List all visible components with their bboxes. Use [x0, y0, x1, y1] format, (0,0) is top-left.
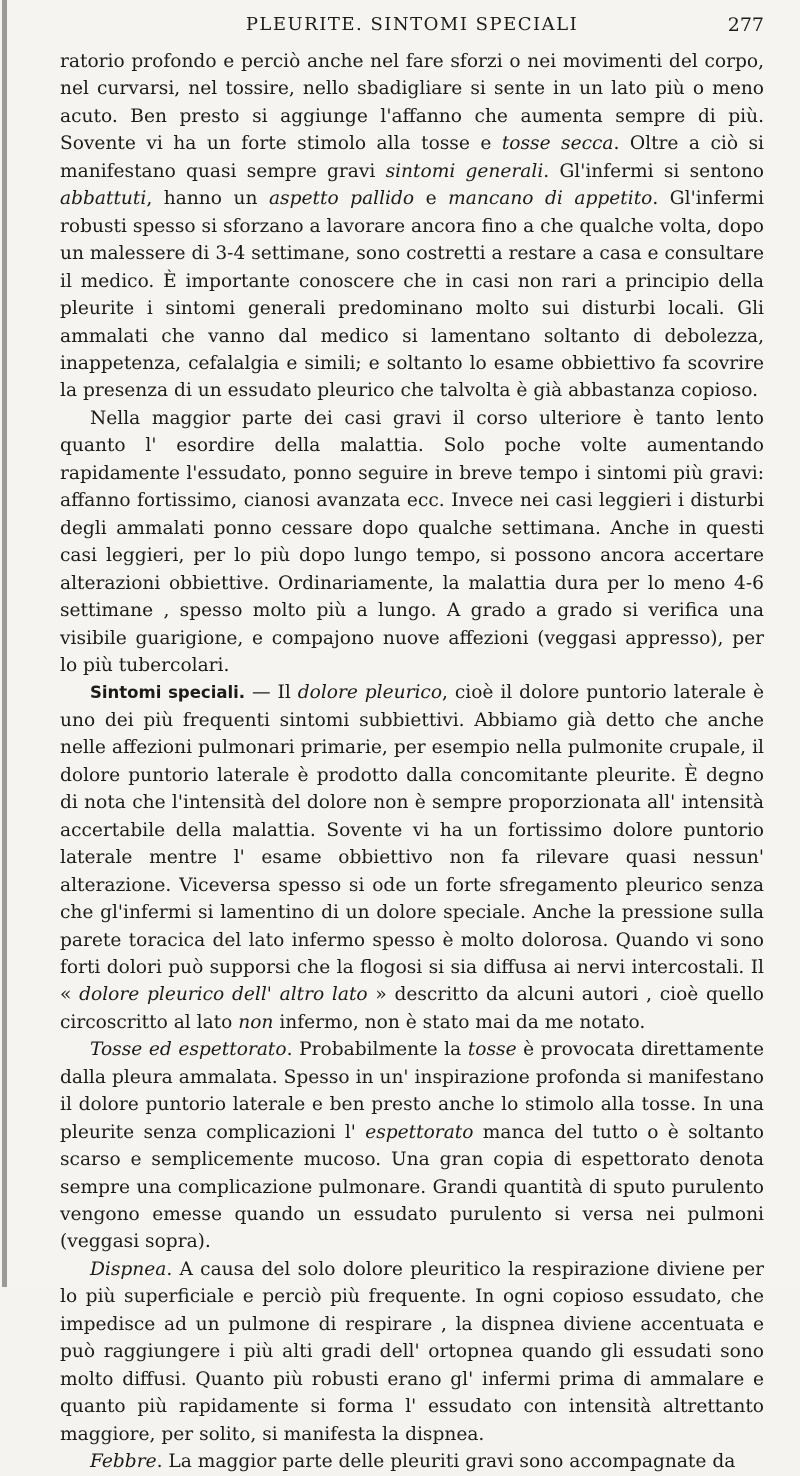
italic-term: abbattuti: [60, 188, 147, 210]
italic-term: sintomi generali: [385, 160, 544, 182]
italic-term: tosse secca: [501, 133, 614, 155]
page-number: 277: [727, 14, 764, 36]
section-heading: Sintomi speciali.: [90, 683, 246, 703]
text-run: ratorio profondo e perciò anche nel fare sforzi o nei movimenti del corpo, nel curvarsi, nel tossire, nello sbadigliare si sente in un lato più o meno acuto. Ben presto si aggiunge l'affanno che aumenta sempre di più. Sovente vi ha un forte stimolo alla tosse e: [60, 51, 764, 155]
text-run: » descritto da alcuni autori , cioè quello circoscritto al lato: [60, 984, 764, 1033]
text-run: . Oltre a ciò si manifestano quasi sempre gravi: [60, 133, 764, 182]
text-run: Nella maggior parte dei casi gravi il corso ulteriore è tanto lento quanto l' esordire della malattia. Solo poche volte aumentando rapidamente l'essudato, ponno seguire in breve tempo i sintomi più gravi: affanno fortissimo, cianosi avanzata ecc. Invece nei casi leggieri i disturbi degli ammalati ponno cessare dopo qualche settimana. Anche in questi casi leggieri, per lo più dopo lungo tempo, si possono ancora accertare alterazioni obbiettive. Ordinariamente, la malattia dura per lo meno 4-6 settimane , spesso molto più a lungo. A grado a grado si verifica una visibile guarigione, e compajono nuove affezioni (veggasi appresso), per lo più tubercolari.: [60, 407, 764, 676]
text-run: . Gl'infermi si sentono: [543, 160, 764, 182]
paragraph-dyspnea: [60, 1256, 764, 1448]
paragraph-cough-expectoration: [60, 1036, 764, 1256]
text-run: . Gl'infermi robusti spesso si sforzano a lavorare ancora fino a che qualche volta, dopo un malessere di 3-4 settimane, sono costretti a restare a casa e consultare il medico. È importante conoscere che in casi non rari a principio della pleurite i sintomi generali predominano molto sui disturbi locali. Gli ammalati che vanno dal medico si lamentano soltanto di debolezza, inappetenza, cefalalgia e simili; e soltanto lo esame obbiettivo fa scovrire la presenza di un essudato pleurico che talvolta è già abbastanza copioso.: [60, 188, 764, 402]
text-run: è provocata direttamente dalla pleura ammalata. Spesso in un' inspirazione profonda si manifestano il dolore puntorio laterale e ben presto anche lo stimolo alla tosse. In una pleurite senza complicazioni l': [60, 1039, 764, 1143]
italic-term: Tosse ed espettorato: [90, 1039, 287, 1061]
italic-term: aspetto pallido: [268, 188, 415, 210]
text-run: . La maggior parte delle pleuriti gravi sono accompagnate da: [156, 1451, 736, 1473]
italic-term: Febbre: [90, 1451, 157, 1473]
text-run: . Probabilmente la: [286, 1039, 468, 1061]
text-run: . A causa del solo dolore pleuritico la respirazione diviene per lo più superficiale e perciò più frequente. In ogni copioso essudato, che impedisce ad un pulmone di respirare , la dispnea diviene accentuata e può raggiungere i più alti gradi dell' ortopnea quando gli essudati sono molto diffusi. Quanto più robusti erano gl' infermi prima di ammalare e quanto più rapidamente si forma l' essudato con intensità altrettanto maggiore, per solito, si manifesta la dispnea.: [60, 1258, 764, 1445]
italic-term: non: [238, 1011, 274, 1033]
text-run: manca del tutto o è soltanto scarso e semplicemente mucoso. Una gran copia di espettorato denota sempre una complicazione pulmonare. Grandi quantità di sputo purulento vengono emesse quando un essudato purulento si versa nei pulmoni (veggasi sopra).: [60, 1121, 764, 1253]
paragraph-fever: [60, 1448, 764, 1475]
running-head: PLEURITE. SINTOMI SPECIALI: [245, 14, 579, 35]
paragraph-opening-continuation: [60, 48, 764, 405]
text-run: e: [414, 188, 449, 210]
text-run: infermo, non è stato mai da me notato.: [273, 1011, 646, 1033]
scan-edge-shadow: [2, 0, 7, 1287]
italic-term: mancano di appetito: [448, 188, 653, 210]
text-run: , hanno un: [146, 188, 269, 210]
italic-term: espettorato: [365, 1121, 474, 1143]
paragraph-disease-course: [60, 405, 764, 680]
italic-term: dolore pleurico dell' altro lato: [79, 984, 368, 1006]
paragraph-special-symptoms-pain: [60, 679, 764, 1036]
italic-term: Dispnea: [90, 1258, 167, 1280]
text-run: — Il: [245, 682, 298, 704]
italic-term: dolore pleurico: [297, 682, 443, 704]
page-header: [60, 10, 764, 40]
italic-term: tosse: [467, 1039, 517, 1061]
body-text: [60, 48, 764, 1476]
text-run: , cioè il dolore puntorio laterale è uno dei più frequenti sintomi subbiettivi. Abbiamo già detto che anche nelle affezioni pulmonari primarie, per esempio nella pulmonite crupale, il dolore puntorio laterale è prodotto dalla concomitante pleurite. È degno di nota che l'intensità del dolore non è sempre proporzionata all' intensità accertabile della malattia. Sovente vi ha un fortissimo dolore puntorio laterale mentre l' esame obbiettivo non fa rilevare quasi nessun' alterazione. Viceversa spesso si ode un forte sfregamento pleurico senza che gl'infermi si lamentino di un dolore speciale. Anche la pressione sulla parete toracica del lato infermo spesso è molto dolorosa. Quando vi sono forti dolori può supporsi che la flogosi si sia diffusa ai nervi intercostali. Il «: [60, 682, 765, 1006]
